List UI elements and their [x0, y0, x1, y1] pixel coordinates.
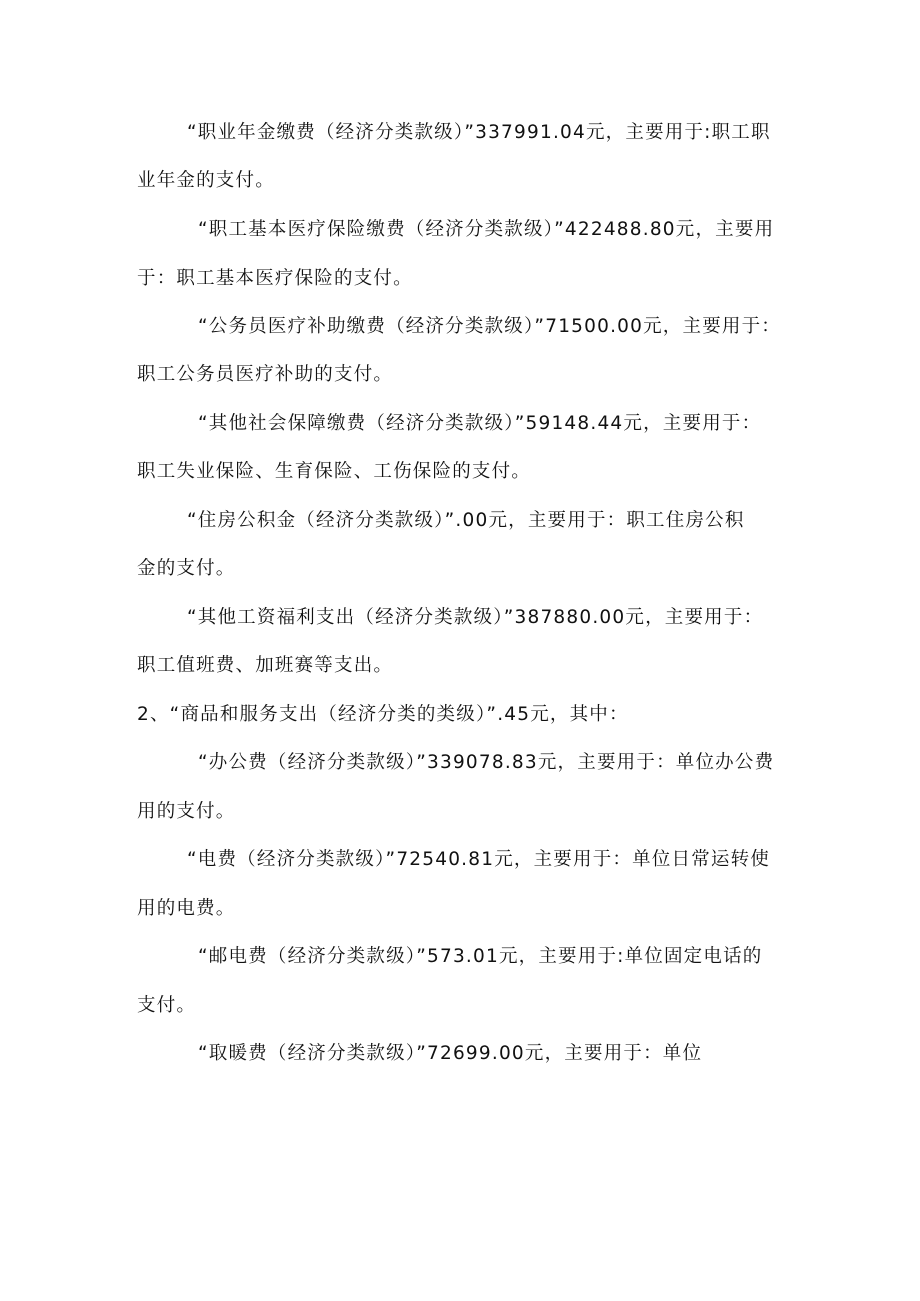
text-line: 支付。 — [137, 995, 197, 1016]
text-line: 用的电费。 — [137, 898, 236, 919]
text-line: 用的支付。 — [137, 801, 236, 822]
text-line: “职工基本医疗保险缴费（经济分类款级）”422488.80元，主要用 — [198, 219, 775, 240]
text-line: 职工公务员医疗补助的支付。 — [137, 364, 394, 385]
text-line: 业年金的支付。 — [137, 170, 275, 191]
text-line: 职工失业保险、生育保险、工伤保险的支付。 — [137, 461, 532, 482]
text-line: “电费（经济分类款级）”72540.81元，主要用于：单位日常运转使 — [187, 849, 770, 870]
text-line: “取暖费（经济分类款级）”72699.00元，主要用于：单位 — [198, 1043, 703, 1064]
text-line: “公务员医疗补助缴费（经济分类款级）”71500.00元，主要用于： — [198, 316, 781, 337]
text-line: 金的支付。 — [137, 558, 236, 579]
text-line: 职工值班费、加班赛等支出。 — [137, 655, 394, 676]
text-line: 于：职工基本医疗保险的支付。 — [137, 268, 413, 289]
text-line: “职业年金缴费（经济分类款级）”337991.04元，主要用于:职工职 — [187, 122, 771, 143]
text-line: “办公费（经济分类款级）”339078.83元，主要用于：单位办公费 — [198, 752, 775, 773]
text-line: “邮电费（经济分类款级）”573.01元，主要用于:单位固定电话的 — [198, 946, 763, 967]
text-line: “其他社会保障缴费（经济分类款级）”59148.44元，主要用于： — [198, 413, 762, 434]
section-heading: 2、“商品和服务支出（经济分类的类级）”.45元，其中： — [137, 704, 629, 725]
text-line: “住房公积金（经济分类款级）”.00元，主要用于：职工住房公积 — [187, 510, 745, 531]
text-line: “其他工资福利支出（经济分类款级）”387880.00元，主要用于： — [187, 607, 764, 628]
